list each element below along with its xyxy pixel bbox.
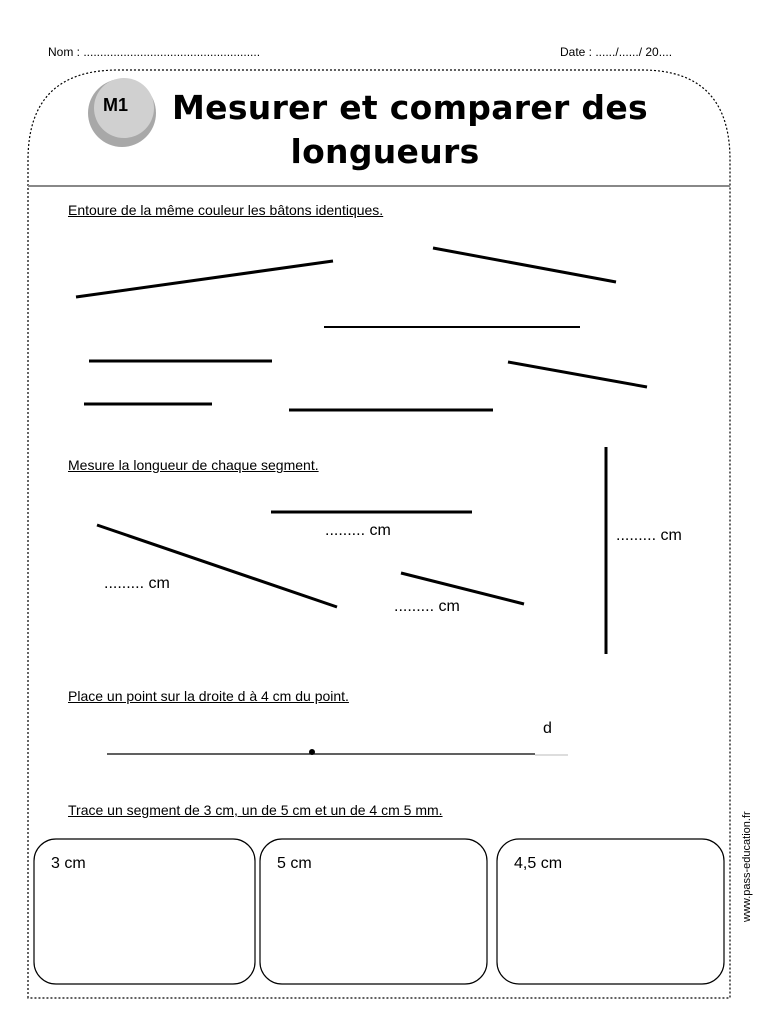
measure-blank[interactable]: ......... cm <box>394 598 460 615</box>
exercise-3-instruction: Place un point sur la droite d à 4 cm du point. <box>68 688 349 704</box>
exercise-2-instruction: Mesure la longueur de chaque segment. <box>68 457 319 473</box>
box-label-3cm: 3 cm <box>51 855 86 872</box>
stick <box>76 261 333 297</box>
box-label-4-5cm: 4,5 cm <box>514 855 563 872</box>
measure-blank[interactable]: ......... cm <box>104 575 170 592</box>
measure-blank[interactable]: ......... cm <box>616 527 682 544</box>
reference-point <box>309 749 315 755</box>
badge-label: M1 <box>103 95 129 115</box>
measure-blank[interactable]: ......... cm <box>325 522 391 539</box>
page-title <box>150 86 670 174</box>
stick <box>433 248 616 282</box>
stick <box>508 362 647 387</box>
website-credit: www.pass-education.fr <box>741 811 753 922</box>
box-label-5cm: 5 cm <box>277 855 312 872</box>
exercise-1-instruction: Entoure de la même couleur les bâtons identiques. <box>68 202 384 218</box>
title-line-1: Mesurer et comparer des <box>172 88 648 127</box>
segment <box>97 525 337 607</box>
name-field-label: Nom : ..................................................... <box>48 45 261 59</box>
line-d-label: d <box>543 720 552 737</box>
title-line-2: longueurs <box>290 132 480 171</box>
date-field-label: Date : ....../....../ 20.... <box>560 45 673 59</box>
exercise-4-instruction: Trace un segment de 3 cm, un de 5 cm et un de 4 cm 5 mm. <box>68 802 443 818</box>
